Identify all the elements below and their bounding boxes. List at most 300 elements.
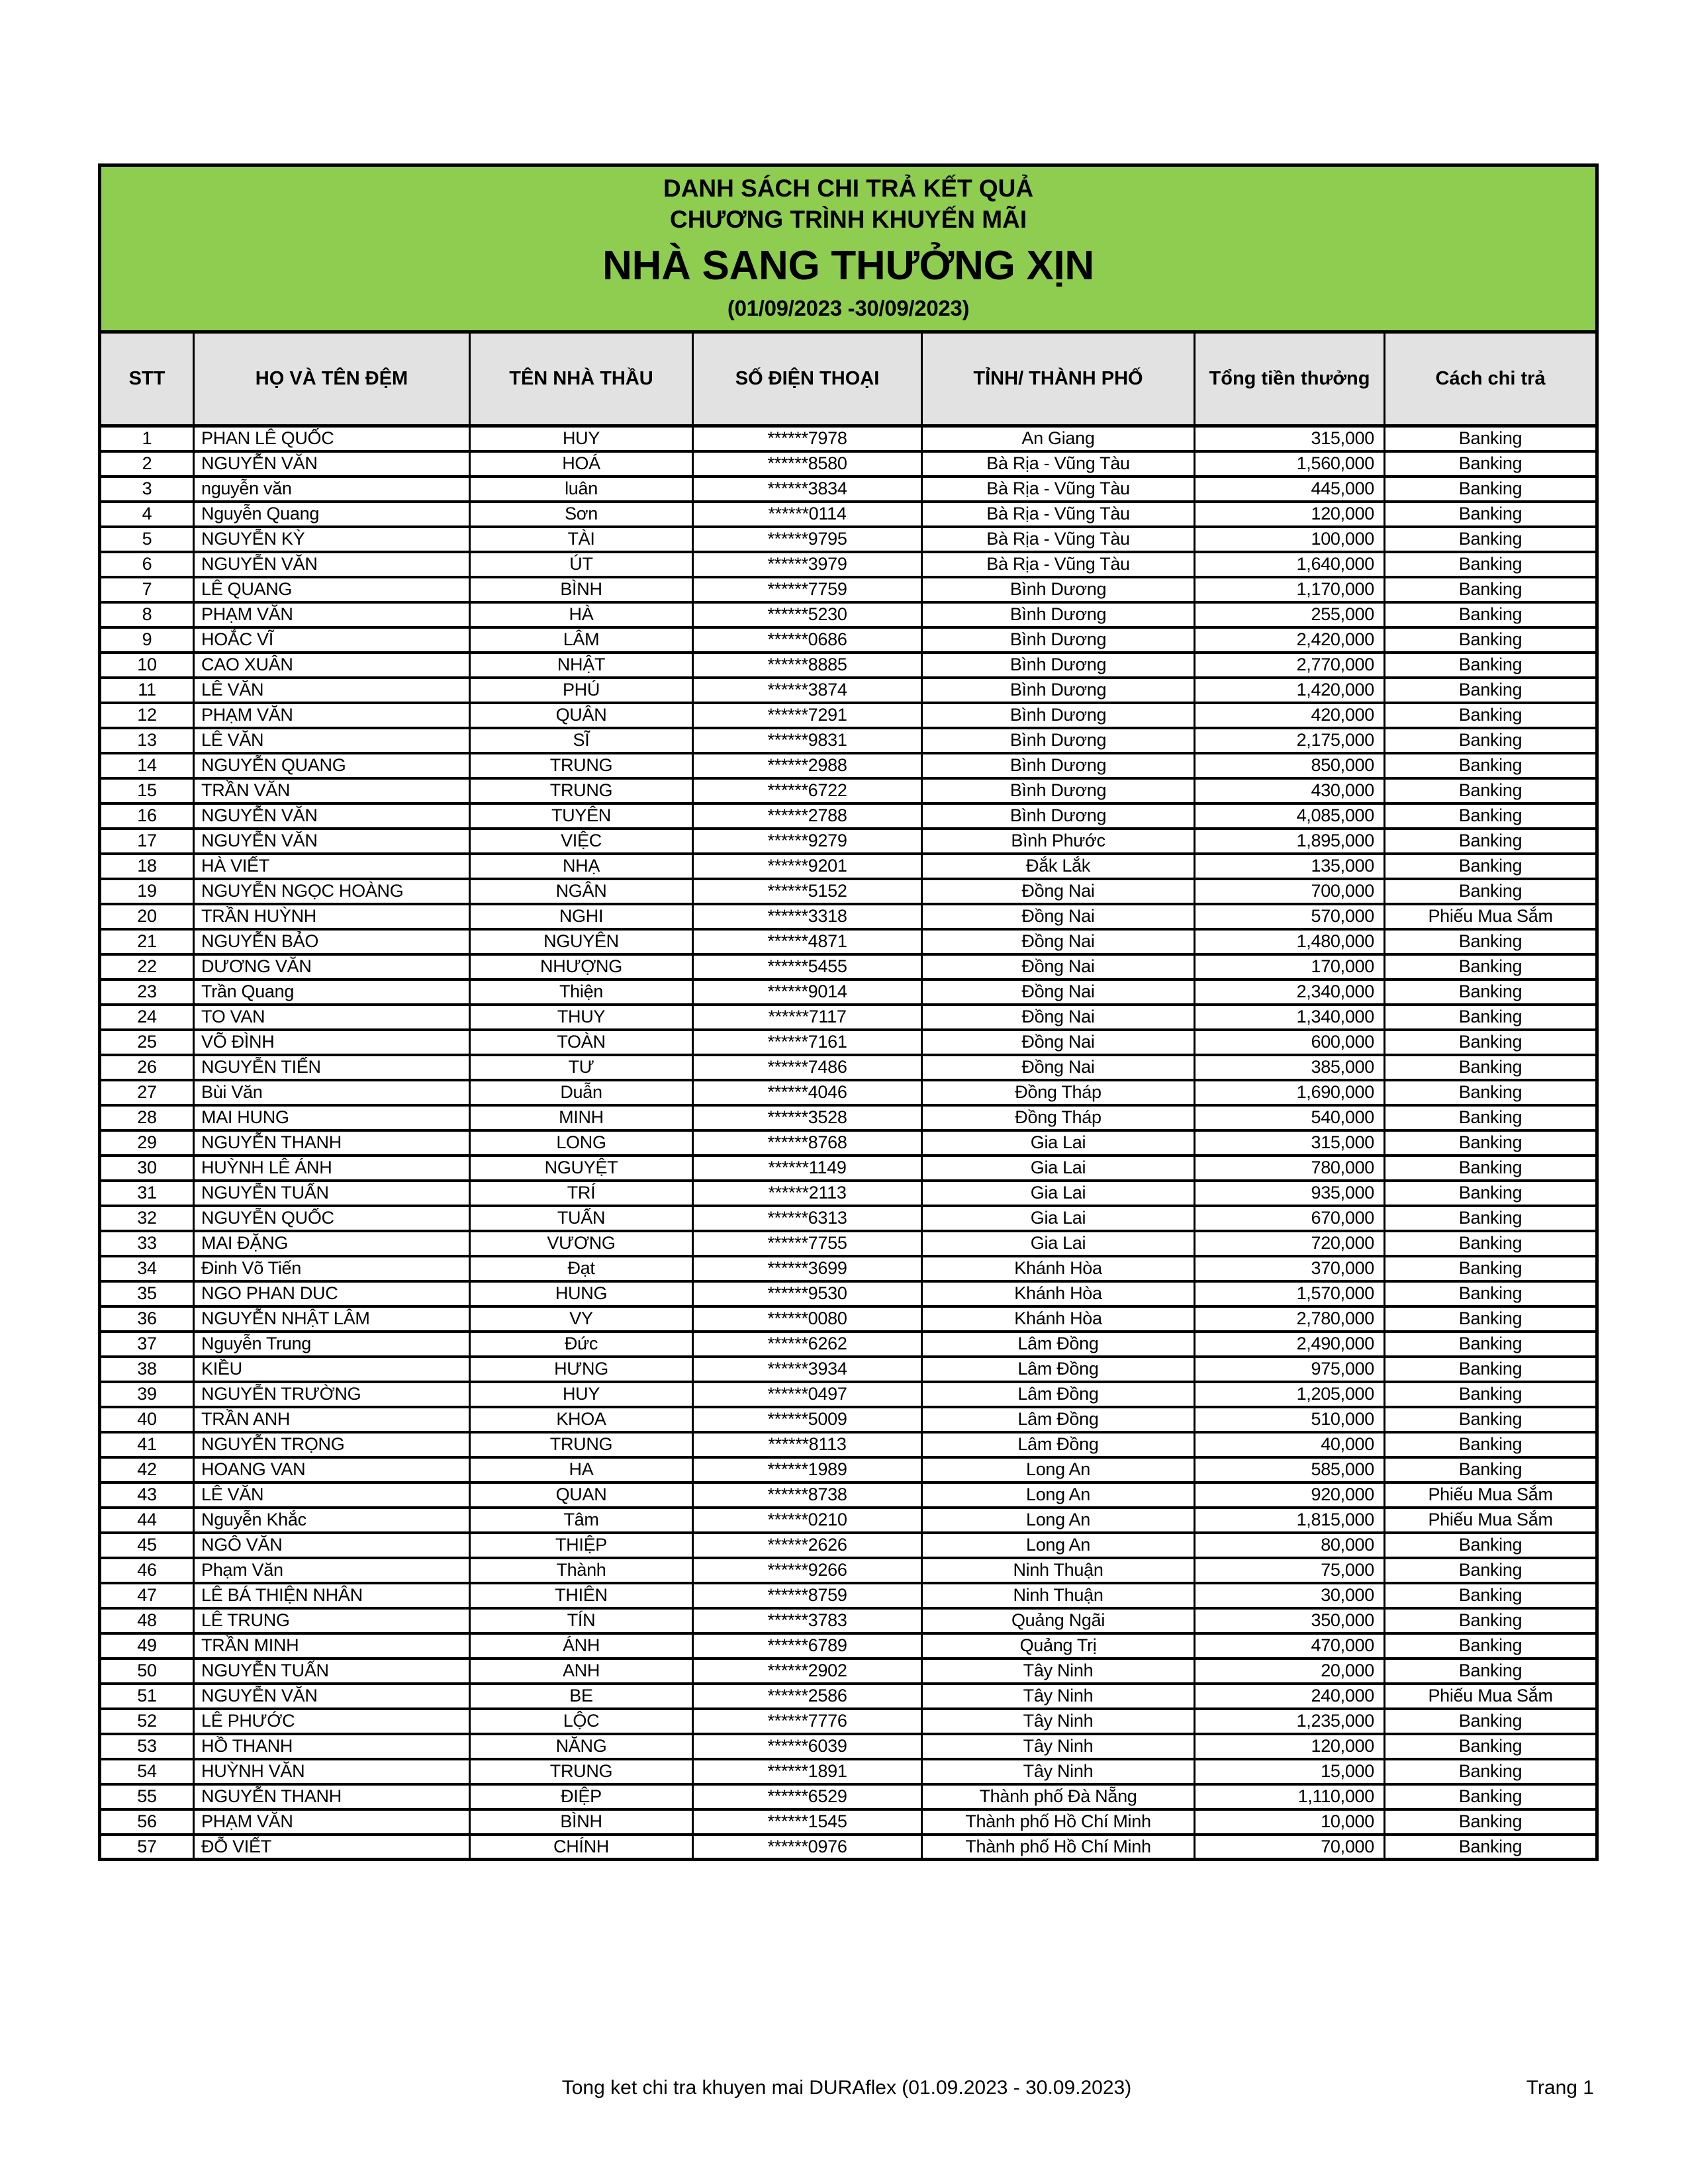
name-cell: LÊ VĂN <box>194 728 470 753</box>
name-cell: TRẦN HUỲNH <box>194 904 470 929</box>
method-cell: Banking <box>1385 954 1597 979</box>
amount-cell: 700,000 <box>1195 879 1385 904</box>
page-footer <box>98 2077 1595 2099</box>
phone-cell: ******7978 <box>693 426 922 451</box>
contractor-cell: NGUYỆT <box>470 1156 693 1181</box>
contractor-cell: MINH <box>470 1105 693 1130</box>
phone-cell: ******9279 <box>693 829 922 854</box>
stt-cell: 30 <box>100 1156 194 1181</box>
stt-cell: 39 <box>100 1382 194 1407</box>
table-row <box>100 1281 1597 1306</box>
table-row <box>100 678 1597 703</box>
contractor-cell: Đức <box>470 1332 693 1357</box>
amount-cell: 1,560,000 <box>1195 451 1385 477</box>
province-cell: Lâm Đồng <box>922 1357 1195 1382</box>
table-row <box>100 703 1597 728</box>
phone-cell: ******9014 <box>693 979 922 1005</box>
contractor-cell: ANH <box>470 1659 693 1684</box>
name-cell: NGUYỄN TUẤN <box>194 1181 470 1206</box>
table-row <box>100 1508 1597 1533</box>
province-cell: Ninh Thuận <box>922 1583 1195 1608</box>
table-row <box>100 1130 1597 1156</box>
title-line-1: DANH SÁCH CHI TRẢ KẾT QUẢ <box>663 174 1034 202</box>
phone-cell: ******8580 <box>693 451 922 477</box>
province-cell: Ninh Thuận <box>922 1558 1195 1583</box>
amount-cell: 570,000 <box>1195 904 1385 929</box>
name-cell: NGUYỄN QUỐC <box>194 1206 470 1231</box>
province-cell: Bà Rịa - Vũng Tàu <box>922 451 1195 477</box>
payout-document <box>98 163 1595 1861</box>
name-cell: HUỲNH VĂN <box>194 1759 470 1784</box>
contractor-cell: ÁNH <box>470 1633 693 1659</box>
footer-summary: Tong ket chi tra khuyen mai DURAflex (01.09.2023 - 30.09.2023) <box>561 2077 1132 2099</box>
method-cell: Banking <box>1385 1281 1597 1306</box>
stt-cell: 33 <box>100 1231 194 1256</box>
phone-cell: ******2586 <box>693 1684 922 1709</box>
amount-cell: 2,175,000 <box>1195 728 1385 753</box>
contractor-cell: HƯNG <box>470 1357 693 1382</box>
province-cell: Thành phố Hồ Chí Minh <box>922 1835 1195 1860</box>
amount-cell: 1,235,000 <box>1195 1709 1385 1734</box>
table-row <box>100 1206 1597 1231</box>
phone-cell: ******4046 <box>693 1080 922 1105</box>
method-cell: Banking <box>1385 1005 1597 1030</box>
contractor-cell: BE <box>470 1684 693 1709</box>
stt-cell: 16 <box>100 803 194 829</box>
province-cell: Khánh Hòa <box>922 1306 1195 1332</box>
name-cell: LÊ BÁ THIỆN NHÂN <box>194 1583 470 1608</box>
table-row <box>100 1005 1597 1030</box>
contractor-cell: TUẤN <box>470 1206 693 1231</box>
phone-cell: ******9530 <box>693 1281 922 1306</box>
method-cell: Phiếu Mua Sắm <box>1385 1482 1597 1508</box>
contractor-cell: TRUNG <box>470 1759 693 1784</box>
province-cell: Khánh Hòa <box>922 1281 1195 1306</box>
amount-cell: 1,640,000 <box>1195 552 1385 577</box>
province-cell: Đồng Nai <box>922 1005 1195 1030</box>
contractor-cell: THIỆP <box>470 1533 693 1558</box>
phone-cell: ******9201 <box>693 854 922 879</box>
province-cell: Lâm Đồng <box>922 1432 1195 1457</box>
method-cell: Banking <box>1385 1055 1597 1080</box>
table-row <box>100 1784 1597 1809</box>
method-cell: Banking <box>1385 1457 1597 1482</box>
phone-cell: ******5152 <box>693 879 922 904</box>
method-cell: Banking <box>1385 803 1597 829</box>
contractor-cell: LÂM <box>470 627 693 653</box>
name-cell: PHẠM VĂN <box>194 1809 470 1835</box>
method-cell: Banking <box>1385 1835 1597 1860</box>
stt-cell: 15 <box>100 778 194 803</box>
province-cell: Đắk Lắk <box>922 854 1195 879</box>
phone-cell: ******5230 <box>693 602 922 627</box>
amount-cell: 385,000 <box>1195 1055 1385 1080</box>
column-header-row <box>100 332 1597 426</box>
stt-cell: 1 <box>100 426 194 451</box>
table-row <box>100 502 1597 527</box>
name-cell: Nguyễn Trung <box>194 1332 470 1357</box>
contractor-cell: TUYÊN <box>470 803 693 829</box>
amount-cell: 920,000 <box>1195 1482 1385 1508</box>
contractor-cell: NHƯỢNG <box>470 954 693 979</box>
contractor-cell: HA <box>470 1457 693 1482</box>
table-row <box>100 728 1597 753</box>
table-row <box>100 1482 1597 1508</box>
method-cell: Banking <box>1385 1558 1597 1583</box>
name-cell: TRẦN MINH <box>194 1633 470 1659</box>
amount-cell: 350,000 <box>1195 1608 1385 1633</box>
table-row <box>100 1231 1597 1256</box>
phone-cell: ******6529 <box>693 1784 922 1809</box>
province-cell: Gia Lai <box>922 1231 1195 1256</box>
phone-cell: ******8885 <box>693 653 922 678</box>
stt-cell: 54 <box>100 1759 194 1784</box>
name-cell: LÊ TRUNG <box>194 1608 470 1633</box>
method-cell: Banking <box>1385 1583 1597 1608</box>
stt-cell: 13 <box>100 728 194 753</box>
name-cell: Đinh Võ Tiến <box>194 1256 470 1281</box>
stt-cell: 6 <box>100 552 194 577</box>
amount-cell: 600,000 <box>1195 1030 1385 1055</box>
contractor-cell: TRÍ <box>470 1181 693 1206</box>
stt-cell: 50 <box>100 1659 194 1684</box>
phone-cell: ******2113 <box>693 1181 922 1206</box>
table-row <box>100 1734 1597 1759</box>
name-cell: NGUYỄN VĂN <box>194 552 470 577</box>
name-cell: HỒ THANH <box>194 1734 470 1759</box>
name-cell: NGÔ VĂN <box>194 1533 470 1558</box>
name-cell: NGUYỄN QUANG <box>194 753 470 778</box>
method-cell: Banking <box>1385 1206 1597 1231</box>
name-cell: NGUYỄN VĂN <box>194 1684 470 1709</box>
method-cell: Banking <box>1385 854 1597 879</box>
stt-cell: 43 <box>100 1482 194 1508</box>
method-cell: Banking <box>1385 1432 1597 1457</box>
province-cell: Long An <box>922 1508 1195 1533</box>
amount-cell: 1,205,000 <box>1195 1382 1385 1407</box>
province-cell: Lâm Đồng <box>922 1332 1195 1357</box>
table-row <box>100 1809 1597 1835</box>
stt-cell: 41 <box>100 1432 194 1457</box>
table-row <box>100 602 1597 627</box>
contractor-cell: NĂNG <box>470 1734 693 1759</box>
province-cell: Gia Lai <box>922 1206 1195 1231</box>
contractor-cell: HUY <box>470 426 693 451</box>
phone-cell: ******3934 <box>693 1357 922 1382</box>
contractor-cell: Thiện <box>470 979 693 1005</box>
stt-cell: 22 <box>100 954 194 979</box>
table-row <box>100 929 1597 954</box>
province-cell: Bình Dương <box>922 678 1195 703</box>
amount-cell: 1,480,000 <box>1195 929 1385 954</box>
province-cell: Đồng Nai <box>922 929 1195 954</box>
stt-cell: 45 <box>100 1533 194 1558</box>
amount-cell: 370,000 <box>1195 1256 1385 1281</box>
method-cell: Banking <box>1385 577 1597 602</box>
amount-cell: 720,000 <box>1195 1231 1385 1256</box>
amount-cell: 2,770,000 <box>1195 653 1385 678</box>
method-cell: Banking <box>1385 1734 1597 1759</box>
name-cell: NGUYỄN NGỌC HOÀNG <box>194 879 470 904</box>
province-cell: Bình Dương <box>922 703 1195 728</box>
name-cell: NGUYỄN TUẤN <box>194 1659 470 1684</box>
province-cell: Bình Dương <box>922 653 1195 678</box>
contractor-cell: Đạt <box>470 1256 693 1281</box>
amount-cell: 850,000 <box>1195 753 1385 778</box>
phone-cell: ******9795 <box>693 527 922 552</box>
contractor-cell: ĐIỆP <box>470 1784 693 1809</box>
amount-cell: 2,340,000 <box>1195 979 1385 1005</box>
amount-cell: 15,000 <box>1195 1759 1385 1784</box>
stt-cell: 27 <box>100 1080 194 1105</box>
name-cell: NGUYỄN VĂN <box>194 803 470 829</box>
name-cell: HOANG VAN <box>194 1457 470 1482</box>
name-cell: Trần Quang <box>194 979 470 1005</box>
table-row <box>100 577 1597 602</box>
phone-cell: ******2902 <box>693 1659 922 1684</box>
table-row <box>100 1181 1597 1206</box>
phone-cell: ******3699 <box>693 1256 922 1281</box>
amount-cell: 120,000 <box>1195 1734 1385 1759</box>
method-cell: Banking <box>1385 426 1597 451</box>
province-cell: Bà Rịa - Vũng Tàu <box>922 477 1195 502</box>
stt-cell: 44 <box>100 1508 194 1533</box>
amount-cell: 4,085,000 <box>1195 803 1385 829</box>
phone-cell: ******7486 <box>693 1055 922 1080</box>
amount-cell: 1,895,000 <box>1195 829 1385 854</box>
contractor-cell: TRUNG <box>470 778 693 803</box>
table-row <box>100 1332 1597 1357</box>
contractor-cell: TRUNG <box>470 1432 693 1457</box>
name-cell: DƯƠNG VĂN <box>194 954 470 979</box>
stt-cell: 2 <box>100 451 194 477</box>
contractor-cell: Sơn <box>470 502 693 527</box>
phone-cell: ******7776 <box>693 1709 922 1734</box>
name-cell: NGO PHAN DUC <box>194 1281 470 1306</box>
province-cell: Tây Ninh <box>922 1659 1195 1684</box>
stt-cell: 26 <box>100 1055 194 1080</box>
phone-cell: ******3783 <box>693 1608 922 1633</box>
stt-cell: 38 <box>100 1357 194 1382</box>
amount-cell: 315,000 <box>1195 426 1385 451</box>
phone-cell: ******3874 <box>693 678 922 703</box>
province-cell: Tây Ninh <box>922 1684 1195 1709</box>
contractor-cell: KHOA <box>470 1407 693 1432</box>
contractor-cell: THUY <box>470 1005 693 1030</box>
amount-cell: 470,000 <box>1195 1633 1385 1659</box>
contractor-cell: QUÂN <box>470 703 693 728</box>
name-cell: NGUYỄN TRƯỜNG <box>194 1382 470 1407</box>
province-cell: Bà Rịa - Vũng Tàu <box>922 527 1195 552</box>
amount-cell: 40,000 <box>1195 1432 1385 1457</box>
name-cell: NGUYỄN KỲ <box>194 527 470 552</box>
phone-cell: ******1545 <box>693 1809 922 1835</box>
method-cell: Banking <box>1385 1030 1597 1055</box>
name-cell: Nguyễn Khắc <box>194 1508 470 1533</box>
method-cell: Banking <box>1385 1407 1597 1432</box>
name-cell: HOẮC VĨ <box>194 627 470 653</box>
contractor-cell: TRUNG <box>470 753 693 778</box>
title-banner <box>100 165 1597 332</box>
amount-cell: 540,000 <box>1195 1105 1385 1130</box>
name-cell: PHẠM VĂN <box>194 602 470 627</box>
amount-cell: 30,000 <box>1195 1583 1385 1608</box>
title-line-2: CHƯƠNG TRÌNH KHUYẾN MÃI <box>669 205 1027 233</box>
method-cell: Banking <box>1385 627 1597 653</box>
column-header-province: TỈNH/ THÀNH PHỐ <box>922 332 1195 426</box>
contractor-cell: ÚT <box>470 552 693 577</box>
table-row <box>100 552 1597 577</box>
name-cell: NGUYỄN TRỌNG <box>194 1432 470 1457</box>
amount-cell: 2,420,000 <box>1195 627 1385 653</box>
contractor-cell: Tâm <box>470 1508 693 1533</box>
phone-cell: ******2988 <box>693 753 922 778</box>
table-row <box>100 1080 1597 1105</box>
province-cell: Long An <box>922 1533 1195 1558</box>
contractor-cell: BÌNH <box>470 1809 693 1835</box>
amount-cell: 1,815,000 <box>1195 1508 1385 1533</box>
amount-cell: 975,000 <box>1195 1357 1385 1382</box>
table-row <box>100 451 1597 477</box>
amount-cell: 170,000 <box>1195 954 1385 979</box>
stt-cell: 20 <box>100 904 194 929</box>
column-header-stt: STT <box>100 332 194 426</box>
contractor-cell: VIỆC <box>470 829 693 854</box>
table-row <box>100 1382 1597 1407</box>
table-row <box>100 1558 1597 1583</box>
method-cell: Banking <box>1385 929 1597 954</box>
name-cell: LÊ QUANG <box>194 577 470 602</box>
name-cell: NGUYỄN THANH <box>194 1130 470 1156</box>
stt-cell: 4 <box>100 502 194 527</box>
province-cell: Gia Lai <box>922 1156 1195 1181</box>
method-cell: Phiếu Mua Sắm <box>1385 1508 1597 1533</box>
amount-cell: 510,000 <box>1195 1407 1385 1432</box>
phone-cell: ******0686 <box>693 627 922 653</box>
name-cell: NGUYỄN VĂN <box>194 829 470 854</box>
province-cell: Bình Dương <box>922 753 1195 778</box>
table-row <box>100 477 1597 502</box>
table-row <box>100 803 1597 829</box>
phone-cell: ******1149 <box>693 1156 922 1181</box>
table-row <box>100 1256 1597 1281</box>
contractor-cell: Duẫn <box>470 1080 693 1105</box>
column-header-amount: Tổng tiền thưởng <box>1195 332 1385 426</box>
table-row <box>100 1432 1597 1457</box>
table-row <box>100 979 1597 1005</box>
phone-cell: ******0210 <box>693 1508 922 1533</box>
table-row <box>100 426 1597 451</box>
method-cell: Banking <box>1385 1130 1597 1156</box>
table-row <box>100 1608 1597 1633</box>
phone-cell: ******4871 <box>693 929 922 954</box>
province-cell: Bình Dương <box>922 602 1195 627</box>
method-cell: Banking <box>1385 1306 1597 1332</box>
amount-cell: 935,000 <box>1195 1181 1385 1206</box>
province-cell: Tây Ninh <box>922 1734 1195 1759</box>
table-row <box>100 1533 1597 1558</box>
method-cell: Banking <box>1385 778 1597 803</box>
stt-cell: 40 <box>100 1407 194 1432</box>
phone-cell: ******6789 <box>693 1633 922 1659</box>
table-row <box>100 778 1597 803</box>
phone-cell: ******9266 <box>693 1558 922 1583</box>
phone-cell: ******1989 <box>693 1457 922 1482</box>
province-cell: Đồng Nai <box>922 954 1195 979</box>
name-cell: NGUYỄN NHẬT LÂM <box>194 1306 470 1332</box>
province-cell: Bình Dương <box>922 577 1195 602</box>
payout-table <box>98 163 1599 1861</box>
stt-cell: 5 <box>100 527 194 552</box>
contractor-cell: LONG <box>470 1130 693 1156</box>
table-row <box>100 1684 1597 1709</box>
phone-cell: ******9831 <box>693 728 922 753</box>
amount-cell: 70,000 <box>1195 1835 1385 1860</box>
province-cell: Đồng Tháp <box>922 1080 1195 1105</box>
province-cell: Gia Lai <box>922 1181 1195 1206</box>
province-cell: Bình Dương <box>922 803 1195 829</box>
amount-cell: 2,780,000 <box>1195 1306 1385 1332</box>
stt-cell: 28 <box>100 1105 194 1130</box>
province-cell: Đồng Nai <box>922 979 1195 1005</box>
amount-cell: 585,000 <box>1195 1457 1385 1482</box>
method-cell: Banking <box>1385 753 1597 778</box>
amount-cell: 255,000 <box>1195 602 1385 627</box>
amount-cell: 240,000 <box>1195 1684 1385 1709</box>
method-cell: Banking <box>1385 678 1597 703</box>
date-range: (01/09/2023 -30/09/2023) <box>727 295 970 320</box>
table-row <box>100 753 1597 778</box>
name-cell: HUỲNH LÊ ÁNH <box>194 1156 470 1181</box>
method-cell: Banking <box>1385 1659 1597 1684</box>
method-cell: Banking <box>1385 1533 1597 1558</box>
contractor-cell: HÀ <box>470 602 693 627</box>
province-cell: Bình Dương <box>922 627 1195 653</box>
contractor-cell: VƯƠNG <box>470 1231 693 1256</box>
contractor-cell: TÀI <box>470 527 693 552</box>
province-cell: Bình Dương <box>922 778 1195 803</box>
province-cell: Đồng Nai <box>922 879 1195 904</box>
contractor-cell: TOÀN <box>470 1030 693 1055</box>
contractor-cell: NHẠ <box>470 854 693 879</box>
method-cell: Banking <box>1385 1105 1597 1130</box>
province-cell: Bình Phước <box>922 829 1195 854</box>
stt-cell: 29 <box>100 1130 194 1156</box>
name-cell: nguyễn văn <box>194 477 470 502</box>
method-cell: Banking <box>1385 979 1597 1005</box>
stt-cell: 34 <box>100 1256 194 1281</box>
method-cell: Banking <box>1385 1357 1597 1382</box>
contractor-cell: SĨ <box>470 728 693 753</box>
amount-cell: 445,000 <box>1195 477 1385 502</box>
amount-cell: 120,000 <box>1195 502 1385 527</box>
amount-cell: 670,000 <box>1195 1206 1385 1231</box>
province-cell: Quảng Ngãi <box>922 1608 1195 1633</box>
method-cell: Banking <box>1385 829 1597 854</box>
table-row <box>100 879 1597 904</box>
amount-cell: 80,000 <box>1195 1533 1385 1558</box>
table-row <box>100 904 1597 929</box>
stt-cell: 57 <box>100 1835 194 1860</box>
table-row <box>100 1583 1597 1608</box>
province-cell: Bình Dương <box>922 728 1195 753</box>
phone-cell: ******2626 <box>693 1533 922 1558</box>
method-cell: Phiếu Mua Sắm <box>1385 904 1597 929</box>
stt-cell: 53 <box>100 1734 194 1759</box>
method-cell: Banking <box>1385 502 1597 527</box>
contractor-cell: BÌNH <box>470 577 693 602</box>
method-cell: Banking <box>1385 653 1597 678</box>
